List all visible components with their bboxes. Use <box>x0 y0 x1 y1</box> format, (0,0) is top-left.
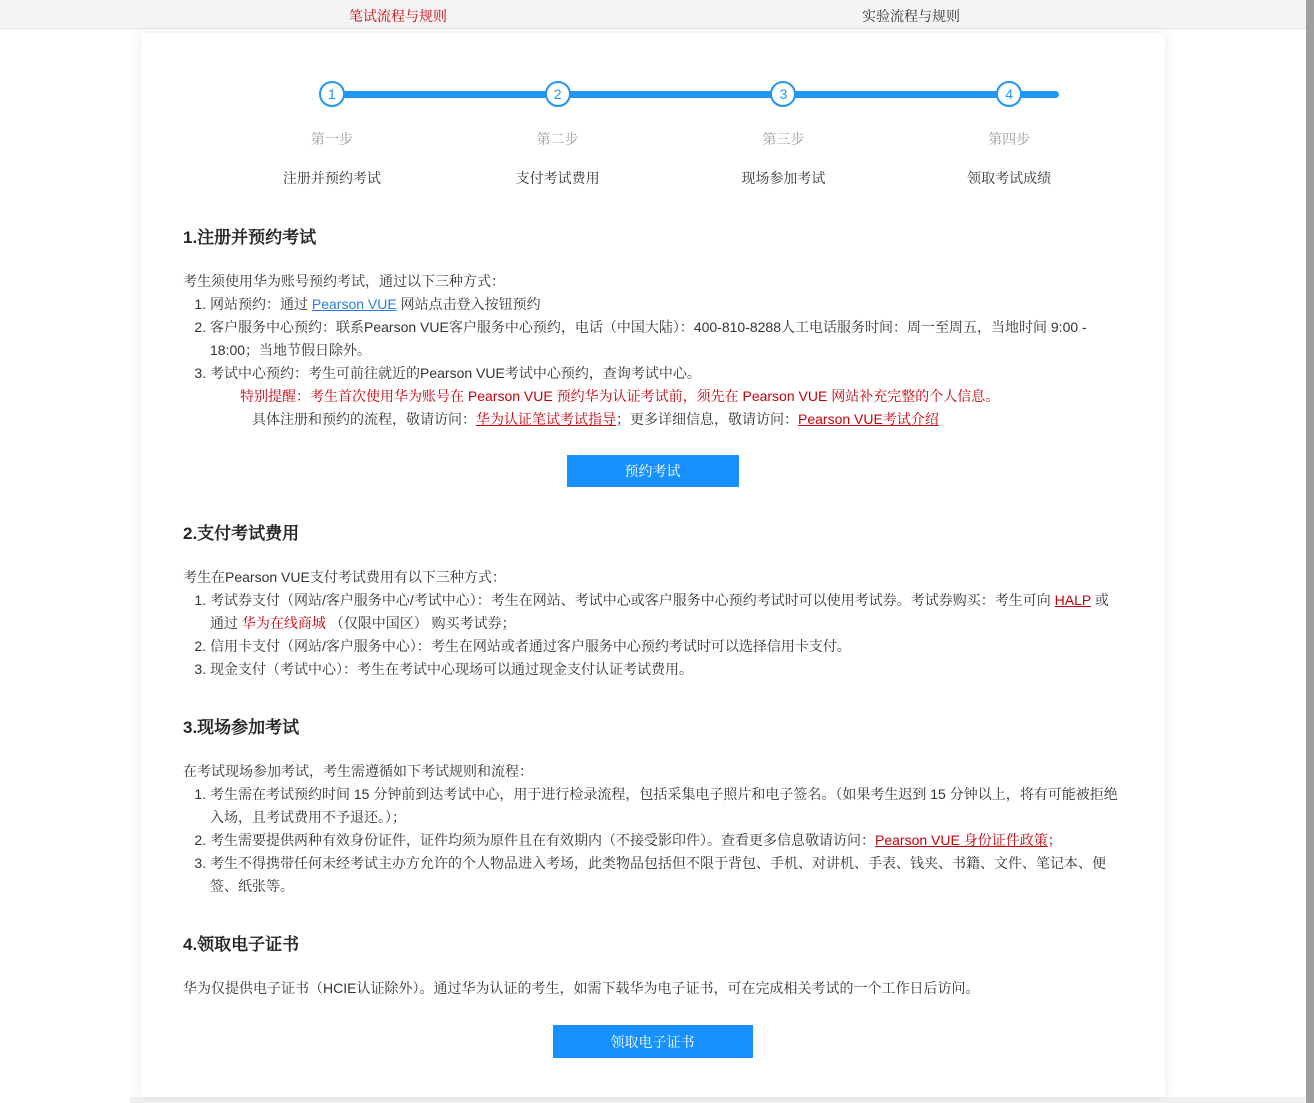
section-certificate <box>183 930 1122 1058</box>
step-2-label: 第二步 <box>536 131 579 147</box>
section-onsite-heading: 3.现场参加考试 <box>183 718 300 737</box>
section-register <box>183 223 1122 487</box>
written-exam-guide-link[interactable]: 华为认证笔试考试指导 <box>476 411 616 427</box>
section-onsite-intro: 在考试现场参加考试，考生需遵循如下考试规则和流程： <box>183 763 533 779</box>
stepper-step-1 <box>219 81 445 188</box>
register-special-reminder: 特别提醒：考生首次使用华为账号在 Pearson VUE 预约华为认证考试前，须先在 Pearson VUE 网站补充完整的个人信息。 <box>240 388 1000 404</box>
step-4-title: 领取考试成绩 <box>967 170 1052 186</box>
payment-rule-cash: 3. 现金支付（考试中心）：考生在考试中心现场可以通过现金支付认证考试费用。 <box>210 658 1122 681</box>
register-rule-testcenter: 3. 考试中心预约：考生可前往就近的Pearson VUE考试中心预约，查询考试中心。 <box>210 362 1122 385</box>
stepper-step-3 <box>671 81 897 188</box>
exam-process-stepper <box>183 81 1122 186</box>
pearson-vue-intro-link[interactable]: Pearson VUE考试介绍 <box>798 411 939 427</box>
section-register-heading: 1.注册并预约考试 <box>183 228 317 247</box>
tab-lab-exam-rules[interactable]: 实验流程与规则 <box>862 8 960 24</box>
tab-bar <box>0 0 1314 29</box>
section-payment <box>183 519 1122 681</box>
section-certificate-heading: 4.领取电子证书 <box>183 935 300 954</box>
register-rule-callcenter: 2. 客户服务中心预约：联系Pearson VUE客户服务中心预约，电话（中国大陆）：400-810-8288人工电话服务时间：周一至周五，当地时间 9:00 - 18:00；当地节假日除外。 <box>210 316 1122 362</box>
register-rule-website <box>210 293 1122 316</box>
guide-pre-text: 具体注册和预约的流程，敬请访问： <box>252 411 476 427</box>
huawei-online-store-link[interactable]: 华为在线商城 <box>241 615 326 631</box>
register-rule-1-text-post: 网站点击登入按钮预约 <box>396 296 541 312</box>
step-3-title: 现场参加考试 <box>741 170 826 186</box>
payment-rule-voucher <box>210 589 1122 635</box>
payment-rule-creditcard: 2. 信用卡支付（网站/客户服务中心）：考生在网站或者通过客户服务中心预约考试时可以选择信用卡支付。 <box>210 635 1122 658</box>
halp-link[interactable]: HALP <box>1054 592 1091 608</box>
onsite-rule-2-text: 考生需要提供两种有效身份证件，证件均须为原件且在有效期内（不接受影印件）。查看更多信息敬请访问： <box>210 832 875 848</box>
step-3-label: 第三步 <box>762 131 805 147</box>
step-4-label: 第四步 <box>988 131 1031 147</box>
step-3-circle: 3 <box>770 81 796 107</box>
scrollbar-track <box>1306 0 1314 1103</box>
step-1-title: 注册并预约考试 <box>282 170 381 186</box>
register-guide-line <box>183 408 1122 431</box>
stepper-step-2 <box>445 81 671 188</box>
get-certificate-button[interactable]: 领取电子证书 <box>553 1025 753 1058</box>
payment-rule-1-post: （仅限中国区） 购买考试券； <box>325 615 516 631</box>
step-4-circle: 4 <box>996 81 1022 107</box>
register-rule-1-text: 网站预约：通过 <box>210 296 312 312</box>
section-register-intro: 考生须使用华为账号预约考试，通过以下三种方式： <box>183 273 505 289</box>
onsite-rule-belongings: 3. 考生不得携带任何未经考试主办方允许的个人物品进入考场，此类物品包括但不限于背包、手机、对讲机、手表、钱夹、书籍、文件、笔记本、便签、纸张等。 <box>210 852 1122 898</box>
step-2-title: 支付考试费用 <box>515 170 600 186</box>
page-background-strip <box>130 1097 1314 1103</box>
step-1-circle: 1 <box>319 81 345 107</box>
tab-written-exam-rules[interactable]: 笔试流程与规则 <box>349 8 447 24</box>
section-certificate-intro: 华为仅提供电子证书（HCIE认证除外）。通过华为认证的考生，如需下载华为电子证书，可在完成相关考试的一个工作日后访问。 <box>183 980 980 996</box>
payment-rule-1-text: 考试券支付（网站/客户服务中心/考试中心）：考生在网站、考试中心或客户服务中心预约考试时可以使用考试券。考试券购买：考生可向 <box>210 592 1055 608</box>
step-1-label: 第一步 <box>310 131 353 147</box>
book-exam-button[interactable]: 预约考试 <box>567 455 739 487</box>
onsite-rule-id <box>210 829 1122 852</box>
onsite-rule-2-post: ； <box>1047 832 1062 848</box>
id-policy-link[interactable]: Pearson VUE 身份证件政策 <box>875 832 1048 848</box>
pearson-vue-link[interactable]: Pearson VUE <box>311 296 397 312</box>
section-payment-intro: 考生在Pearson VUE支付考试费用有以下三种方式： <box>183 569 506 585</box>
payment-rule-1-mid: 或通过 <box>210 592 1109 631</box>
section-onsite <box>183 713 1122 898</box>
section-payment-heading: 2.支付考试费用 <box>183 524 300 543</box>
stepper-step-4 <box>896 81 1122 188</box>
onsite-rule-arrival: 1. 考生需在考试预约时间 15 分钟前到达考试中心，用于进行检录流程，包括采集电子照片和电子签名。（如果考生迟到 15 分钟以上，将有可能被拒绝入场，且考试费用不予退还。）； <box>210 783 1122 829</box>
step-2-circle: 2 <box>545 81 571 107</box>
content-card <box>141 33 1165 1097</box>
guide-mid-text: ；更多详细信息，敬请访问： <box>616 411 798 427</box>
scrollbar-thumb[interactable] <box>1306 0 1314 1103</box>
